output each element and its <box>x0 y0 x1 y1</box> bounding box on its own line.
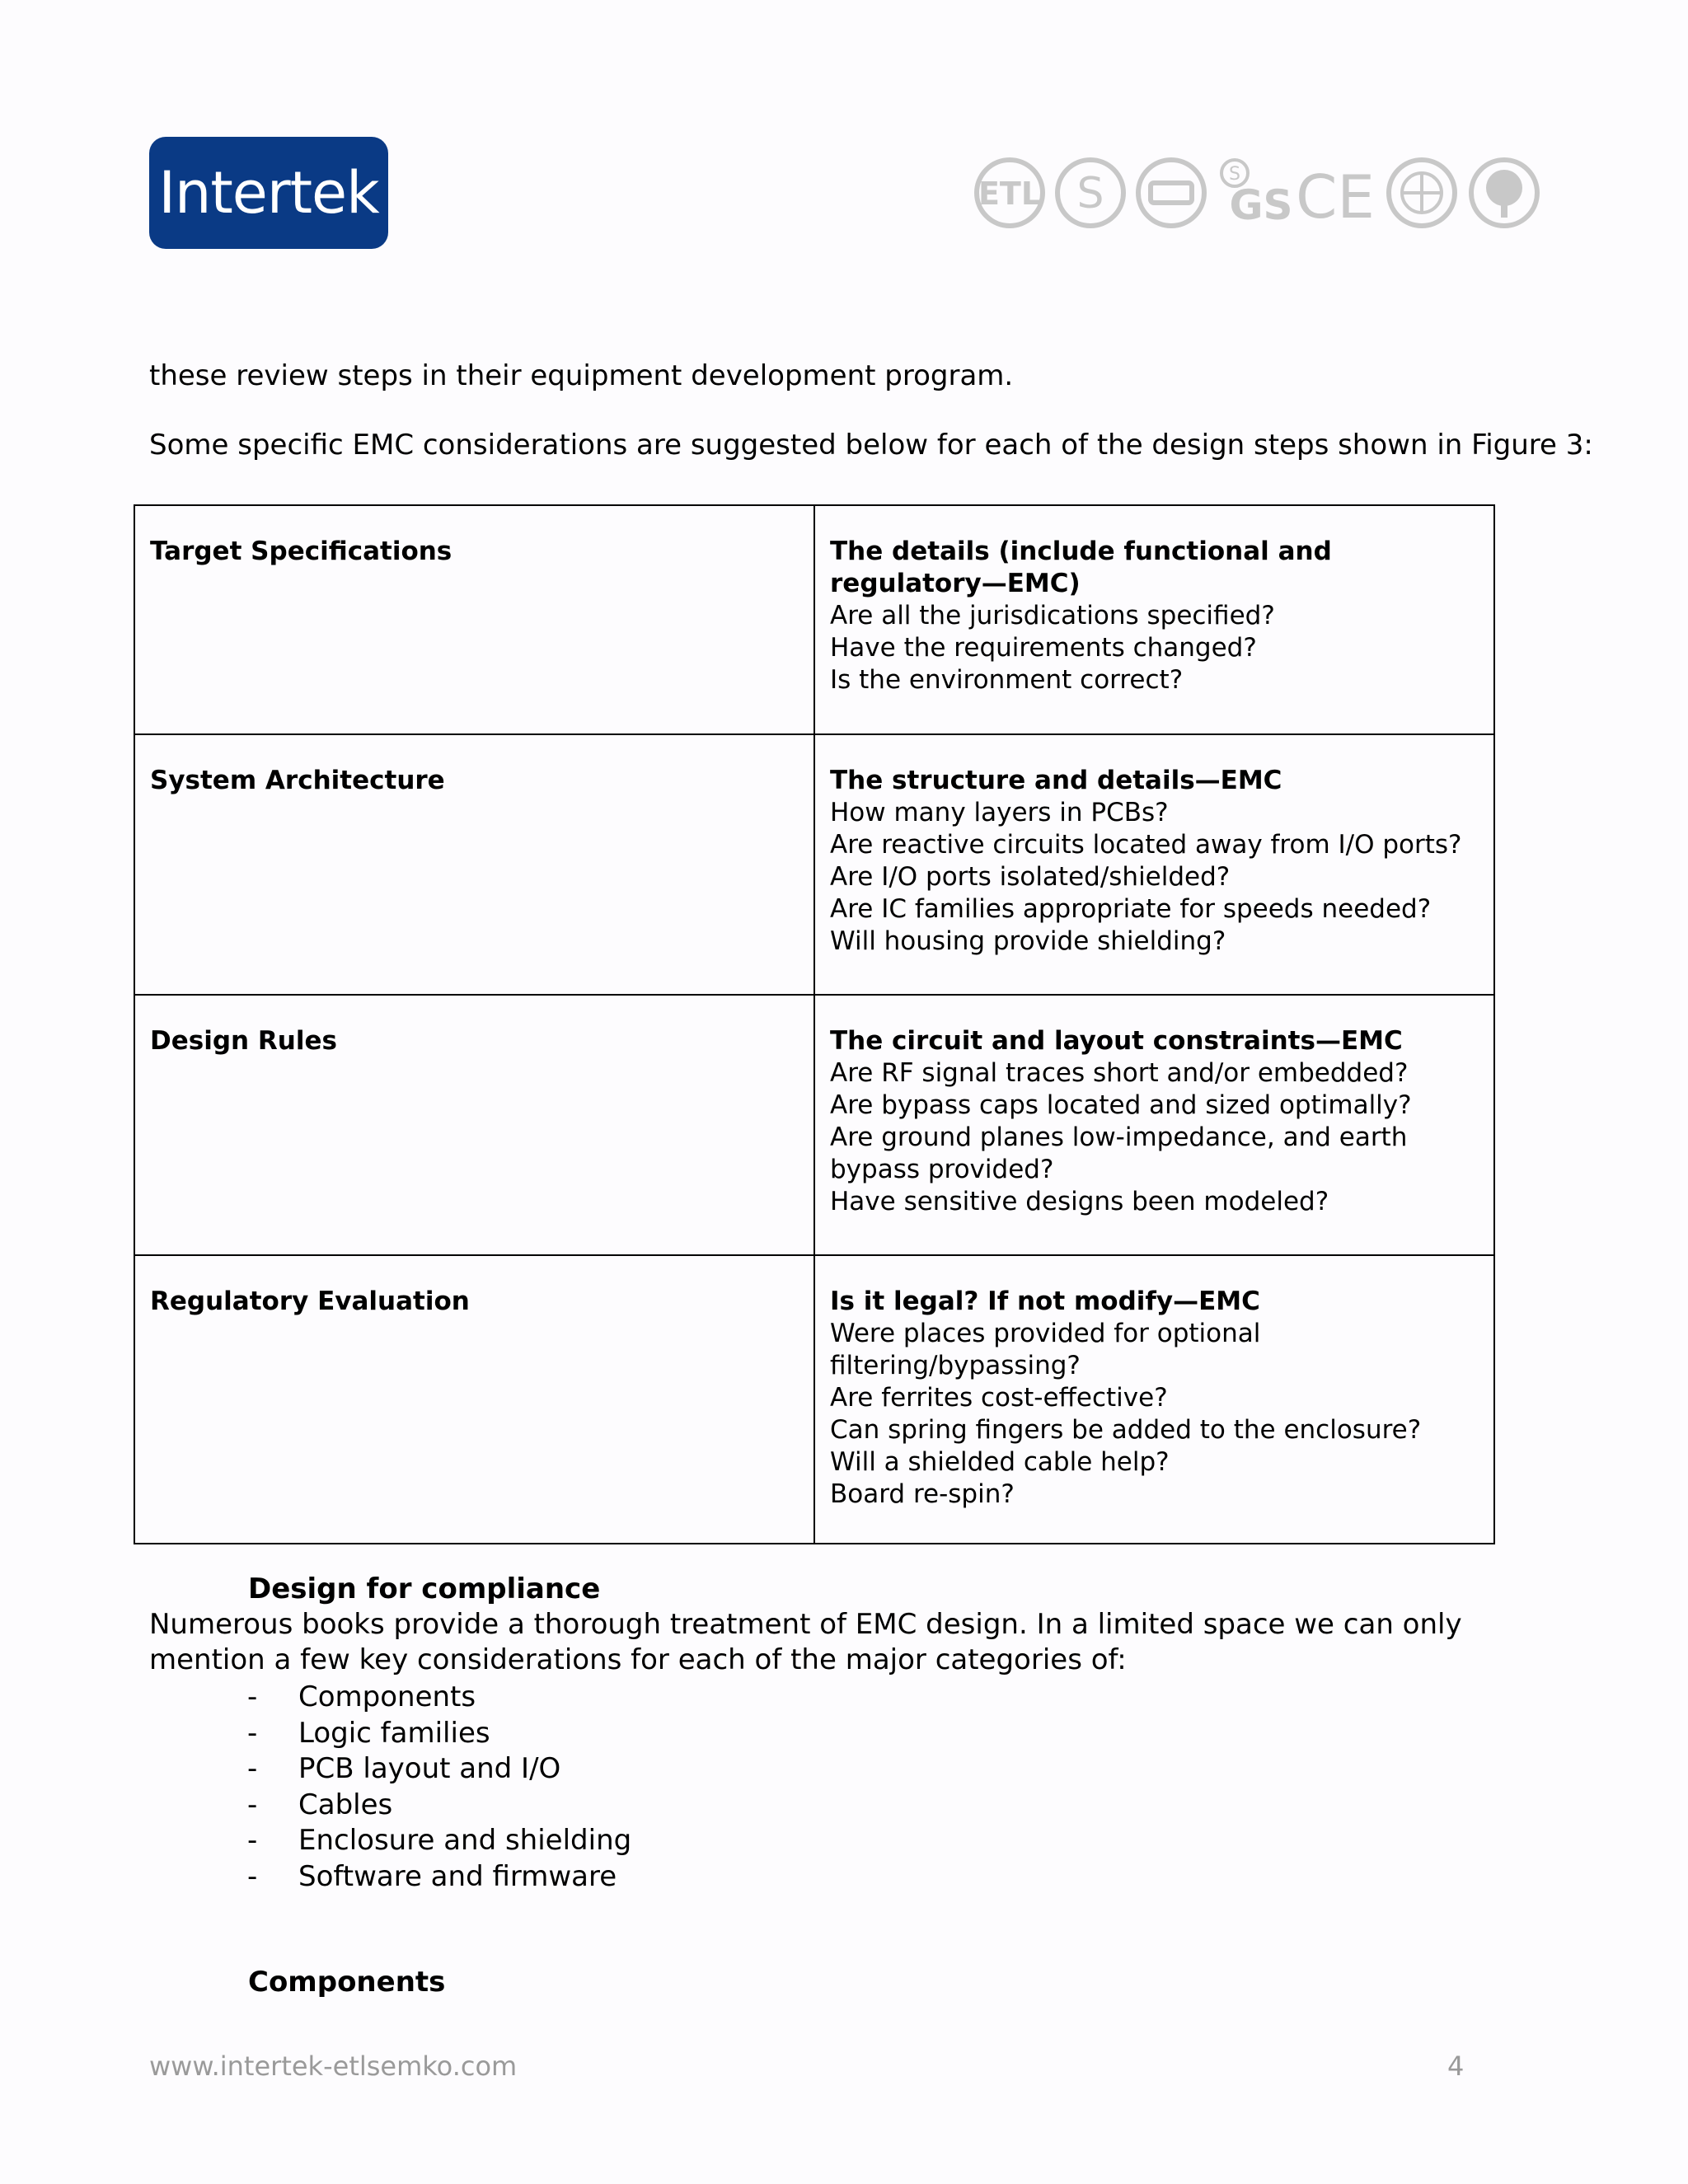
step-cell <box>134 734 814 995</box>
list-item-label: Enclosure and shielding <box>298 1824 632 1857</box>
table-row <box>134 505 1494 734</box>
gs-mark-icon <box>1221 160 1293 229</box>
question: Were places provided for optional filtering/bypassing? <box>830 1319 1261 1380</box>
question: Will a shielded cable help? <box>830 1447 1170 1477</box>
list-item-label: Software and firmware <box>298 1859 617 1893</box>
step-label: Design Rules <box>150 1026 337 1056</box>
ce-mark-icon <box>1296 162 1375 232</box>
intro-line-1: these review steps in their equipment development program. <box>149 359 1014 392</box>
svg-text:GS: GS <box>1229 181 1293 229</box>
list-item-label: PCB layout and I/O <box>298 1752 561 1785</box>
question: Have the requirements changed? <box>830 633 1257 663</box>
detail-title: The details (include functional and regulatory—EMC) <box>830 537 1332 598</box>
section-heading-components: Components <box>248 1966 446 1999</box>
step-cell <box>134 505 814 734</box>
question: Are bypass caps located and sized optimally? <box>830 1090 1412 1120</box>
s-mark-icon <box>1057 160 1123 226</box>
intertek-mark-icon <box>1138 160 1204 226</box>
table-row <box>134 995 1494 1255</box>
question: Are IC families appropriate for speeds needed? <box>830 894 1432 924</box>
question: Have sensitive designs been modeled? <box>830 1187 1329 1216</box>
detail-title: Is it legal? If not modify—EMC <box>830 1286 1260 1316</box>
bullet-dash: - <box>247 1788 258 1821</box>
svg-text:S: S <box>1076 169 1104 218</box>
question: Are all the jurisdications specified? <box>830 601 1275 630</box>
step-cell <box>134 1255 814 1544</box>
question: Are I/O ports isolated/shielded? <box>830 862 1231 892</box>
list-item <box>247 1823 631 1859</box>
page-number: 4 <box>1447 2050 1465 2082</box>
compliance-paragraph: Numerous books provide a thorough treatment of EMC design. In a limited space we can only mention a few key considerations for each of the major categories of: <box>149 1608 1462 1676</box>
bullet-dash: - <box>247 1752 258 1785</box>
list-item <box>247 1680 631 1716</box>
table-row <box>134 1255 1494 1544</box>
category-list <box>247 1680 631 1895</box>
bullet-dash: - <box>247 1680 258 1713</box>
etl-mark-icon <box>977 160 1043 226</box>
detail-cell <box>814 995 1494 1255</box>
question: Are RF signal traces short and/or embedded? <box>830 1058 1409 1088</box>
list-item <box>247 1751 631 1788</box>
question: How many layers in PCBs? <box>830 798 1169 827</box>
detail-cell <box>814 1255 1494 1544</box>
table-row <box>134 734 1494 995</box>
detail-title: The structure and details—EMC <box>830 766 1282 795</box>
svg-text:S: S <box>1229 164 1240 185</box>
list-item <box>247 1716 631 1752</box>
step-label: Regulatory Evaluation <box>150 1286 470 1316</box>
step-label: System Architecture <box>150 766 445 795</box>
detail-cell <box>814 505 1494 734</box>
question: Is the environment correct? <box>830 665 1184 695</box>
step-label: Target Specifications <box>150 537 452 566</box>
question: Board re-spin? <box>830 1479 1015 1509</box>
list-item-label: Logic families <box>298 1716 490 1750</box>
question: Can spring fingers be added to the enclosure? <box>830 1415 1422 1445</box>
svg-text:CE: CE <box>1296 162 1375 232</box>
section-heading-compliance: Design for compliance <box>248 1572 601 1605</box>
intertek-systems-mark-icon <box>1389 160 1455 226</box>
emc-review-table <box>134 504 1495 1544</box>
detail-cell <box>814 734 1494 995</box>
intro-line-2: Some specific EMC considerations are suggested below for each of the design steps shown in Figure 3: <box>149 429 1593 462</box>
question: Are reactive circuits located away from I/O ports? <box>830 830 1462 860</box>
certification-marks <box>973 152 1550 234</box>
bullet-dash: - <box>247 1716 258 1750</box>
list-item-label: Components <box>298 1680 476 1713</box>
list-item <box>247 1788 631 1824</box>
step-cell <box>134 995 814 1255</box>
green-leaf-mark-icon <box>1471 160 1537 226</box>
intertek-logo: Intertek <box>149 137 388 249</box>
question: Are ferrites cost-effective? <box>830 1383 1168 1413</box>
list-item <box>247 1859 631 1896</box>
footer-url[interactable]: www.intertek-etlsemko.com <box>149 2050 518 2082</box>
list-item-label: Cables <box>298 1788 393 1821</box>
svg-text:ETL: ETL <box>978 176 1042 212</box>
bullet-dash: - <box>247 1824 258 1857</box>
bullet-dash: - <box>247 1859 258 1893</box>
detail-title: The circuit and layout constraints—EMC <box>830 1026 1403 1056</box>
question: Will housing provide shielding? <box>830 926 1226 956</box>
question: Are ground planes low-impedance, and earth bypass provided? <box>830 1122 1408 1184</box>
